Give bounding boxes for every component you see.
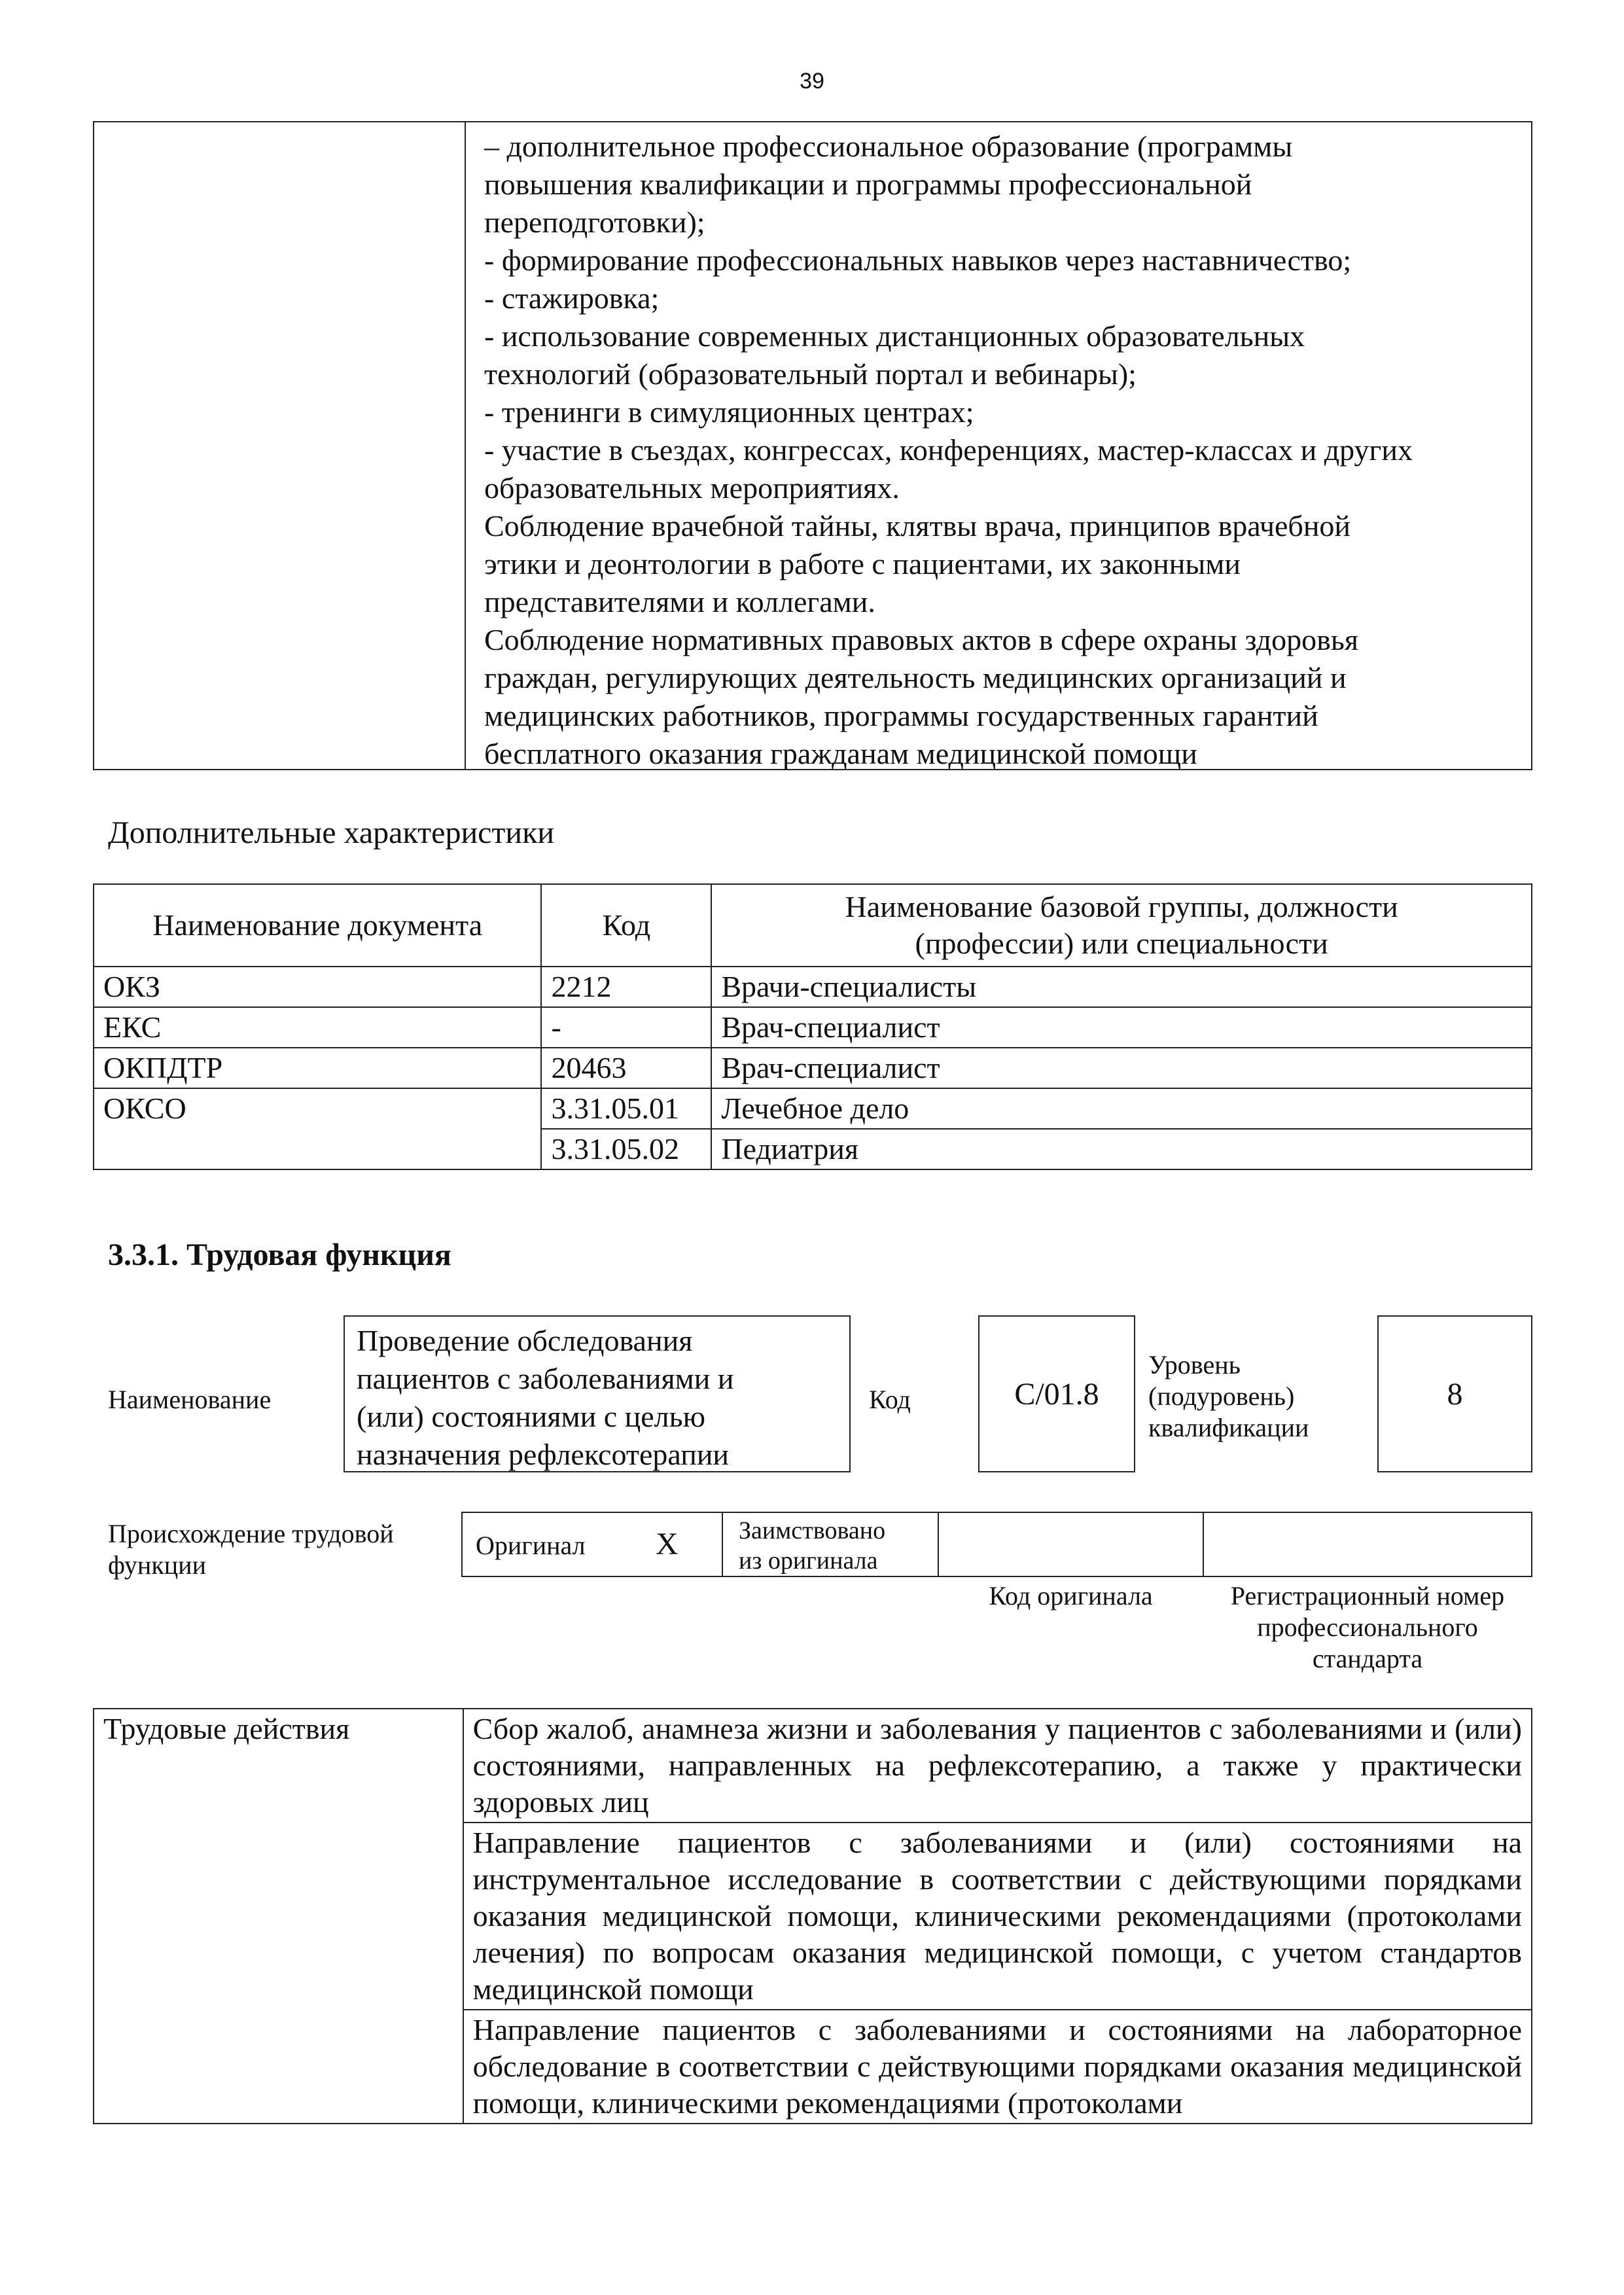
doc-cell: ОКПДТР [94,1048,541,1088]
original-cell [461,1512,723,1577]
text-line: - стажировка; [484,281,660,315]
table-row [94,1088,1532,1129]
borrowed-cell [722,1512,939,1577]
page-number: 39 [800,69,824,94]
text-line: Соблюдение врачебной тайны, клятвы врача, принципов врачебной [484,509,1351,543]
level-value: 8 [1447,1376,1463,1412]
header-group-name-line: (профессии) или специальности [915,927,1328,960]
table-row [94,1007,1532,1048]
code-cell: - [541,1007,711,1048]
labor-action-item: Направление пациентов с заболеваниями и состояниями на лабораторное обследование в соответствии с действующими порядками оказания медицинской помощи, клиническими рекомендациями (протоколами [463,2010,1532,2124]
table-header-row [94,884,1532,967]
characteristics-table [93,883,1532,1170]
reg-number-cell [1203,1512,1532,1577]
code-cell: 20463 [541,1048,711,1088]
text-line: - формирование профессиональных навыков через наставничество; [484,243,1352,277]
labor-actions-label: Трудовые действия [94,1709,463,2124]
name-cell: Педиатрия [711,1129,1532,1169]
labor-action-item: Сбор жалоб, анамнеза жизни и заболевания у пациентов с заболеваниями и (или) состояниями, направленных на рефлексотерапию, а также у практически здоровых лиц [463,1709,1532,1823]
reg-number-caption [1203,1580,1532,1675]
text-line: этики и деонтологии в работе с пациентами, их законными [484,547,1241,580]
level-label-line: (подуровень) [1148,1381,1295,1411]
code-value-box [978,1315,1135,1472]
doc-cell: ЕКС [94,1007,541,1048]
name-cell: Врачи-специалисты [711,967,1532,1007]
text-line: - участие в съездах, конгрессах, конференциях, мастер-классах и других [484,433,1413,467]
borrowed-label-line: Заимствовано [739,1517,886,1544]
reg-number-caption-line: профессионального [1257,1612,1478,1642]
text-line: медицинских работников, программы государственных гарантий [484,699,1318,732]
text-line: переподготовки); [484,205,705,239]
code-cell: 3.31.05.02 [541,1129,711,1169]
header-group-name-line: Наименование базовой группы, должности [845,890,1398,923]
header-group-name [711,884,1532,967]
origin-label [108,1518,394,1581]
labor-function-title: 3.3.1. Трудовая функция [108,1237,451,1272]
table-row [94,1709,1532,1823]
original-label: Оригинал [476,1531,586,1560]
level-value-box [1377,1315,1532,1472]
continued-table-content [484,128,1531,773]
text-line: Соблюдение нормативных правовых актов в сфере охраны здоровья [484,623,1358,656]
text-line: представителями и коллегами. [484,585,875,618]
origin-label-line: Происхождение трудовой [108,1519,394,1548]
level-label-line: Уровень [1148,1350,1241,1379]
text-line: повышения квалификации и программы профессиональной [484,168,1252,201]
code-value: C/01.8 [1014,1376,1099,1412]
level-label-line: квалификации [1148,1413,1309,1442]
function-name-line: Проведение обследования [357,1324,693,1357]
reg-number-caption-line: Регистрационный номер [1230,1581,1505,1610]
function-name-line: пациентов с заболеваниями и [357,1362,734,1395]
table-row [94,1048,1532,1088]
level-label [1148,1349,1364,1444]
continued-table-divider [465,121,466,770]
origin-label-line: функции [108,1550,206,1580]
header-code: Код [541,884,711,967]
text-line: бесплатного оказания гражданам медицинской помощи [484,737,1197,770]
labor-action-item: Направление пациентов с заболеваниями и (или) состояниями на инструментальное исследование в соответствии с действующими порядками оказания медицинской помощи, клиническими рекомендациями (протоколами лечения) по вопросам оказания медицинской помощи, с учетом стандартов медицинской помощи [463,1823,1532,2010]
labor-actions-table [93,1708,1532,2124]
text-line: - использование современных дистанционных образовательных [484,319,1305,353]
name-cell: Врач-специалист [711,1048,1532,1088]
text-line: - тренинги в симуляционных центрах; [484,395,974,429]
original-mark: X [656,1527,679,1561]
origin-code-caption: Код оригинала [989,1581,1153,1610]
name-cell: Врач-специалист [711,1007,1532,1048]
origin-code-cell [938,1512,1204,1577]
borrowed-label-line: из оригинала [739,1547,878,1574]
name-cell: Лечебное дело [711,1088,1532,1129]
doc-cell: ОКСО [94,1088,541,1169]
text-line: технологий (образовательный портал и вебинары); [484,357,1137,391]
function-name-box [344,1315,851,1472]
table-row [94,967,1532,1007]
code-cell: 2212 [541,967,711,1007]
name-label: Наименование [108,1385,272,1414]
code-label: Код [869,1385,911,1414]
function-name-line: назначения рефлексотерапии [357,1438,730,1471]
text-line: образовательных мероприятиях. [484,471,900,505]
code-cell: 3.31.05.01 [541,1088,711,1129]
additional-characteristics-caption: Дополнительные характеристики [108,815,555,850]
text-line: граждан, регулирующих деятельность медицинских организаций и [484,661,1347,694]
reg-number-caption-line: стандарта [1312,1644,1423,1673]
header-document-name: Наименование документа [94,884,541,967]
function-name-line: (или) состояниями с целью [357,1400,705,1433]
doc-cell: ОКЗ [94,967,541,1007]
text-line: – дополнительное профессиональное образование (программы [484,130,1293,163]
